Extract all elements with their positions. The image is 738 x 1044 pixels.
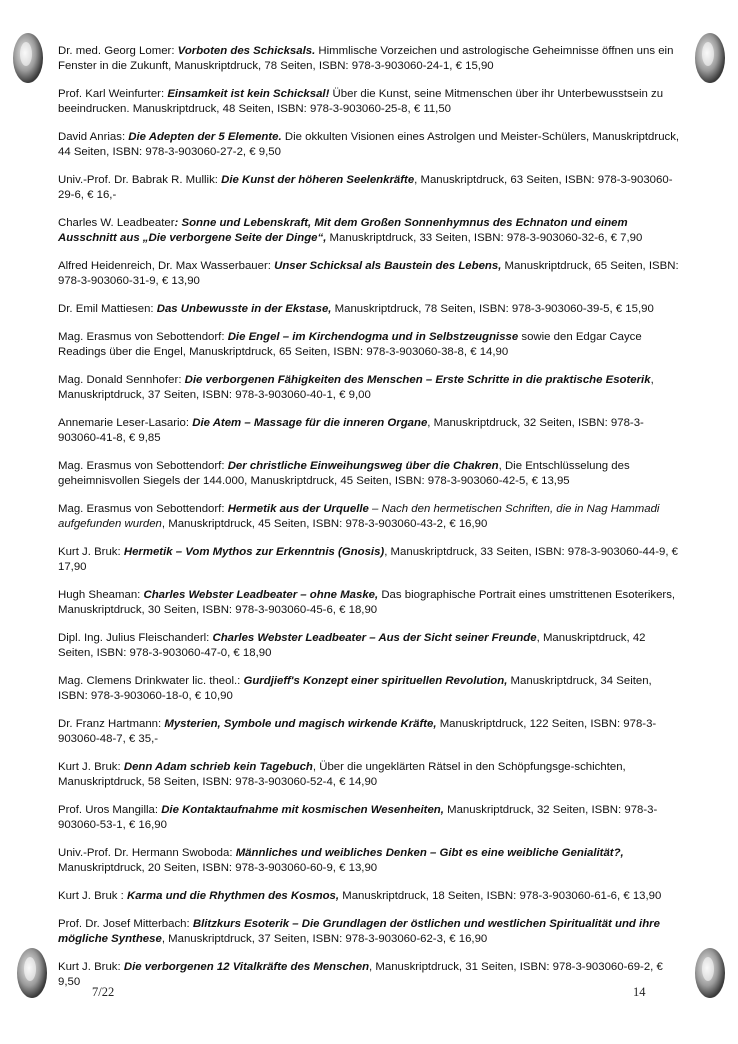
list-item: Mag. Clemens Drinkwater lic. theol.: Gurdjieff's Konzept einer spirituellen Revolution, Manuskriptdruck, 34 Seiten, ISBN: 978-3-903060-18-0, € 10,90 <box>58 674 652 702</box>
corner-ornament-top-left-icon <box>8 30 48 86</box>
list-item: Kurt J. Bruk: Hermetik – Vom Mythos zur Erkenntnis (Gnosis), Manuskriptdruck, 33 Seiten, ISBN: 978-3-903060-44-9, € 17,90 <box>58 545 678 573</box>
list-item: Kurt J. Bruk : Karma und die Rhythmen des Kosmos, Manuskriptdruck, 18 Seiten, ISBN: 978-3-903060-61-6, € 13,90 <box>58 889 662 902</box>
list-item: Hugh Sheaman: Charles Webster Leadbeater – ohne Maske, Das biographische Portrait eines umstrittenen Esoterikers, Manuskriptdruck, 30 Seiten, ISBN: 978-3-903060-45-6, € 18,90 <box>58 588 676 616</box>
list-item: Dipl. Ing. Julius Fleischanderl: Charles Webster Leadbeater – Aus der Sicht seiner Freunde, Manuskriptdruck, 42 Seiten, ISBN: 978-3-903060-47-0, € 18,90 <box>58 631 646 659</box>
list-item: Prof. Karl Weinfurter: Einsamkeit ist kein Schicksal! Über die Kunst, seine Mitmenschen über ihr Unterbewusstsein zu beeindrucken. Manuskriptdruck, 48 Seiten, ISBN: 978-3-903060-25-8, € 11,50 <box>58 88 664 116</box>
list-item: Prof. Dr. Josef Mitterbach: Blitzkurs Esoterik – Die Grundlagen der östlichen und westlichen Spiritualität und ihre mögliche Synthese, Manuskriptdruck, 37 Seiten, ISBN: 978-3-903060-62-3, € 16,90 <box>58 917 660 945</box>
corner-ornament-bottom-right-icon <box>690 945 730 1001</box>
list-item: Kurt J. Bruk: Denn Adam schrieb kein Tagebuch, Über die ungeklärten Rätsel in den Schöpfungsge-schichten, Manuskriptdruck, 58 Seiten, ISBN: 978-3-903060-52-4, € 14,90 <box>58 760 626 788</box>
list-item: David Anrias: Die Adepten der 5 Elemente. Die okkulten Visionen eines Astrolgen und Meister-Schülers, Manuskriptdruck, 44 Seiten, ISBN: 978-3-903060-27-2, € 9,50 <box>58 131 680 159</box>
page-number: 14 <box>633 985 646 999</box>
list-item: Kurt J. Bruk: Die verborgenen 12 Vitalkräfte des Menschen, Manuskriptdruck, 31 Seiten, ISBN: 978-3-903060-69-2, € 9,50 <box>58 960 663 988</box>
list-item: Annemarie Leser-Lasario: Die Atem – Massage für die inneren Organe, Manuskriptdruck, 32 Seiten, ISBN: 978-3-903060-41-8, € 9,85 <box>58 416 644 444</box>
list-item: Mag. Erasmus von Sebottendorf: Der christliche Einweihungsweg über die Chakren, Die Entschlüsselung des geheimnisvollen Siegels der 144.000, Manuskriptdruck, 45 Seiten, ISBN: 978-3-903060-42-5, € 13,95 <box>58 459 630 487</box>
list-item: Prof. Uros Mangilla: Die Kontaktaufnahme mit kosmischen Wesenheiten, Manuskriptdruck, 32 Seiten, ISBN: 978-3-903060-53-1, € 16,90 <box>58 803 658 831</box>
list-item: Charles W. Leadbeater: Sonne und Lebenskraft, Mit dem Großen Sonnenhymnus des Echnaton und einem Ausschnitt aus „Die verborgene Seite der Dinge“, Manuskriptdruck, 33 Seiten, ISBN: 978-3-903060-32-6, € 7,90 <box>58 217 643 245</box>
list-item: Mag. Donald Sennhofer: Die verborgenen Fähigkeiten des Menschen – Erste Schritte in die praktische Esoterik, Manuskriptdruck, 37 Seiten, ISBN: 978-3-903060-40-1, € 9,00 <box>58 373 654 401</box>
list-item: Dr. Emil Mattiesen: Das Unbewusste in der Ekstase, Manuskriptdruck, 78 Seiten, ISBN: 978-3-903060-39-5, € 15,90 <box>58 303 654 315</box>
corner-ornament-top-right-icon <box>690 30 730 86</box>
list-item: Alfred Heidenreich, Dr. Max Wasserbauer: Unser Schicksal als Baustein des Lebens, Manuskriptdruck, 65 Seiten, ISBN: 978-3-903060-31-9, € 13,90 <box>58 260 679 288</box>
corner-ornament-bottom-left-icon <box>12 945 52 1001</box>
list-item: Univ.-Prof. Dr. Hermann Swoboda: Männliches und weibliches Denken – Gibt es eine weibliche Genialität?, Manuskriptdruck, 20 Seiten, ISBN: 978-3-903060-60-9, € 13,90 <box>58 846 624 874</box>
list-item: Mag. Erasmus von Sebottendorf: Die Engel – im Kirchendogma und in Selbstzeugnisse sowie den Edgar Cayce Readings über die Engel, Manuskriptdruck, 65 Seiten, ISBN: 978-3-903060-38-8, € 14,90 <box>58 330 642 358</box>
footer-left-label: 7/22 <box>92 985 115 999</box>
list-item: Univ.-Prof. Dr. Babrak R. Mullik: Die Kunst der höheren Seelenkräfte, Manuskriptdruck, 63 Seiten, ISBN: 978-3-903060-29-6, € 16,- <box>58 174 673 202</box>
book-list <box>58 44 680 1003</box>
list-item: Mag. Erasmus von Sebottendorf: Hermetik aus der Urquelle – Nach den hermetischen Schriften, die in Nag Hammadi aufgefunden wurden, Manuskriptdruck, 45 Seiten, ISBN: 978-3-903060-43-2, € 16,90 <box>58 502 660 530</box>
list-item: Dr. med. Georg Lomer: Vorboten des Schicksals. Himmlische Vorzeichen und astrologische Geheimnisse öffnen uns ein Fenster in die Zukunft, Manuskriptdruck, 78 Seiten, ISBN: 978-3-903060-24-1, € 15,90 <box>58 45 674 73</box>
list-item: Dr. Franz Hartmann: Mysterien, Symbole und magisch wirkende Kräfte, Manuskriptdruck, 122 Seiten, ISBN: 978-3-903060-48-7, € 35,- <box>58 717 657 745</box>
